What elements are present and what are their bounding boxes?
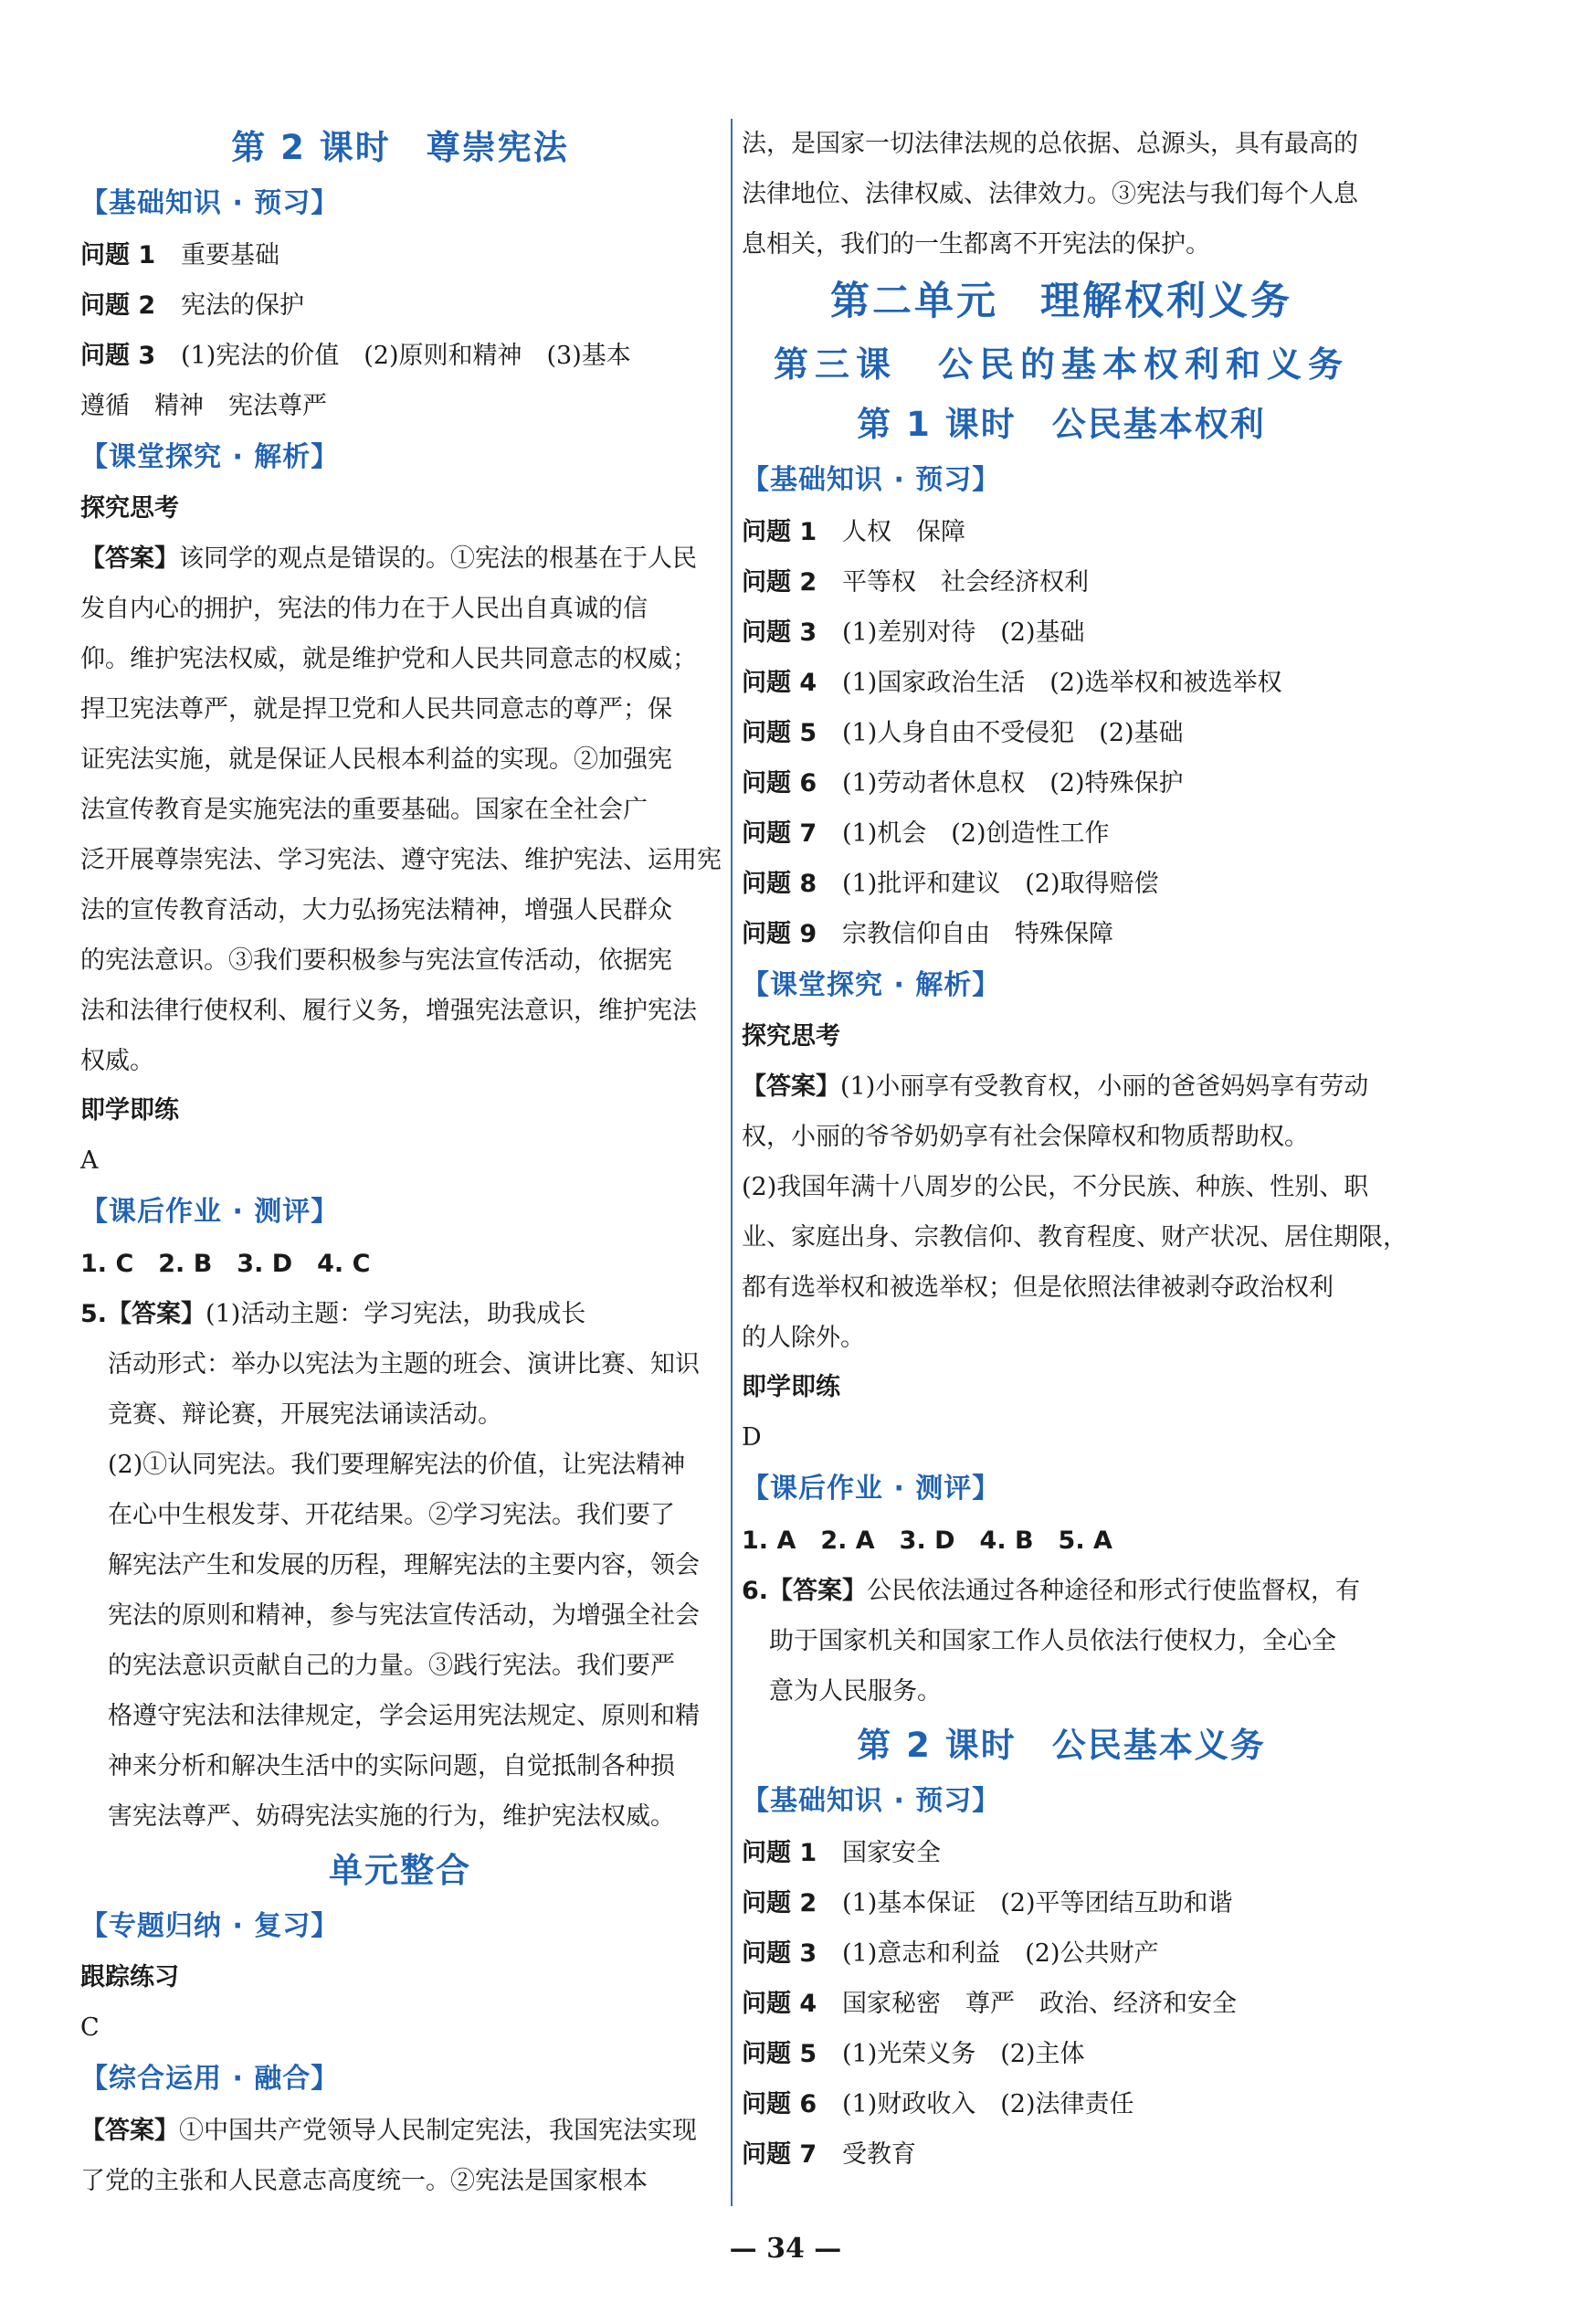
answer-line: 格遵守宪法和法律规定，学会运用宪法规定、原则和精 <box>108 1702 700 1730</box>
unit-summary-title: 单元整合 <box>329 1851 471 1890</box>
question-row <box>742 1828 1381 1878</box>
item-number: 6. <box>742 1577 769 1605</box>
answer-line: 捍卫宪法尊严，就是捍卫党和人民共同意志的尊严；保 <box>80 695 672 724</box>
answer-line: 的人除外。 <box>742 1324 865 1352</box>
column-divider <box>731 119 733 2206</box>
question-label: 问题 3 <box>742 1939 817 1968</box>
question-answer: (1)光荣义务 (2)主体 <box>842 2040 1085 2068</box>
answer-line: 了党的主张和人民意志高度统一。②宪法是国家根本 <box>80 2167 648 2195</box>
question-answer: 国家秘密 尊严 政治、经济和安全 <box>842 1990 1237 2018</box>
question-answer: 平等权 社会经济权利 <box>842 568 1089 597</box>
question-answer: (1)财政收入 (2)法律责任 <box>842 2090 1134 2118</box>
answer-line: 法和法律行使权利、履行义务，增强宪法意识，维护宪法 <box>80 997 697 1025</box>
answer-label: 【答案】 <box>80 544 179 573</box>
question-answer: (1)差别对待 (2)基础 <box>842 618 1085 647</box>
answer-line: (2)我国年满十八周岁的公民，不分民族、种族、性别、职 <box>742 1173 1369 1201</box>
answer-line: 害宪法尊严、妨碍宪法实施的行为，维护宪法权威。 <box>108 1802 675 1831</box>
question-row <box>742 2029 1381 2079</box>
lesson-title: 第 1 课时 公民基本权利 <box>857 405 1266 444</box>
question-row <box>742 758 1381 808</box>
question-label: 问题 4 <box>742 1990 817 2018</box>
answer-line: 法的宣传教育活动，大力弘扬宪法精神，增强人民群众 <box>80 896 672 924</box>
question-answer: 人权 保障 <box>842 518 965 546</box>
question-label: 问题 3 <box>742 618 817 647</box>
question-row <box>742 808 1381 859</box>
section-heading: 【综合运用 · 融合】 <box>80 2063 340 2095</box>
answer-line <box>80 533 720 584</box>
item-number: 5. <box>80 1300 108 1328</box>
question-label: 问题 2 <box>80 291 156 320</box>
question-row <box>80 280 720 331</box>
lesson-title: 第 2 课时 尊崇宪法 <box>231 128 569 167</box>
question-answer: (1)宪法的价值 (2)原则和精神 (3)基本 <box>181 342 631 370</box>
question-answer: (1)劳动者休息权 (2)特殊保护 <box>842 769 1184 798</box>
answer-line: 宪法的原则和精神，参与宪法宣传活动，为增强全社会 <box>108 1601 700 1630</box>
question-answer: 重要基础 <box>181 241 279 269</box>
question-label: 问题 5 <box>742 719 817 747</box>
question-label: 问题 9 <box>742 920 817 948</box>
answer-line: (2)①认同宪法。我们要理解宪法的价值，让宪法精神 <box>108 1451 686 1479</box>
subsection-title: 即学即练 <box>742 1373 840 1401</box>
question-label: 问题 7 <box>742 819 817 848</box>
question-row <box>742 557 1381 607</box>
question-answer: 受教育 <box>842 2140 916 2169</box>
practice-answer: C <box>80 2013 100 2042</box>
answer-text: (1)小丽享有受教育权，小丽的爸爸妈妈享有劳动 <box>840 1072 1369 1101</box>
answer-text: ①中国共产党领导人民制定宪法，我国宪法实现 <box>179 2117 697 2145</box>
question-row <box>742 1928 1381 1979</box>
question-answer: (1)机会 (2)创造性工作 <box>842 819 1110 848</box>
answer-label: 【答案】 <box>80 2117 179 2145</box>
question-row <box>742 1979 1381 2029</box>
answer-label: 【答案】 <box>107 1300 206 1328</box>
question-answer: (1)基本保证 (2)平等团结互助和谐 <box>842 1889 1233 1917</box>
answer-line: 在心中生根发芽、开花结果。②学习宪法。我们要了 <box>108 1501 675 1529</box>
question-row <box>80 230 720 280</box>
question-answer: (1)人身自由不受侵犯 (2)基础 <box>842 719 1184 747</box>
answer-line: 法宣传教育是实施宪法的重要基础。国家在全社会广 <box>80 796 648 824</box>
answer-text: 公民依法通过各种途径和形式行使监督权，有 <box>867 1577 1361 1605</box>
left-column <box>80 119 720 2206</box>
question-row <box>742 859 1381 909</box>
answer-line: 的宪法意识贡献自己的力量。③践行宪法。我们要严 <box>108 1652 675 1680</box>
question-answer: (1)国家政治生活 (2)选举权和被选举权 <box>842 669 1282 697</box>
answer-line: 法律地位、法律权威、法律效力。③宪法与我们每个人息 <box>742 180 1358 208</box>
question-row <box>742 909 1381 959</box>
practice-answer: A <box>80 1146 99 1175</box>
question-answer-continued: 遵循 精神 宪法尊严 <box>80 392 327 420</box>
question-label: 问题 3 <box>80 342 156 370</box>
answer-line <box>742 1062 1381 1112</box>
section-heading: 【专题归纳 · 复习】 <box>80 1910 340 1942</box>
answer-line: 业、家庭出身、宗教信仰、教育程度、财产状况、居住期限， <box>742 1223 1408 1252</box>
subsection-title: 探究思考 <box>742 1022 840 1051</box>
homework-answers: 1. C 2. B 3. D 4. C <box>80 1250 371 1278</box>
question-label: 问题 1 <box>742 1839 817 1867</box>
answer-label: 【答案】 <box>742 1072 840 1101</box>
answer-line: 证宪法实施，就是保证人民根本利益的实现。②加强宪 <box>80 745 672 774</box>
section-heading: 【基础知识 · 预习】 <box>80 187 340 219</box>
answer-line: 的宪法意识。③我们要积极参与宪法宣传活动，依据宪 <box>80 946 672 975</box>
answer-text: 该同学的观点是错误的。①宪法的根基在于人民 <box>179 544 697 573</box>
section-heading: 【课后作业 · 测评】 <box>80 1196 340 1228</box>
answer-text: (1)活动主题：学习宪法，助我成长 <box>206 1300 586 1328</box>
question-answer: 宪法的保护 <box>181 291 304 320</box>
question-label: 问题 2 <box>742 568 817 597</box>
question-label: 问题 1 <box>742 518 817 546</box>
question-row <box>742 708 1381 758</box>
question-answer: 国家安全 <box>842 1839 941 1867</box>
question-row <box>742 507 1381 557</box>
right-column <box>742 119 1408 2180</box>
question-label: 问题 6 <box>742 2090 817 2118</box>
subsection-title: 即学即练 <box>80 1096 179 1125</box>
question-label: 问题 7 <box>742 2140 817 2169</box>
question-label: 问题 5 <box>742 2040 817 2068</box>
subsection-title: 探究思考 <box>80 494 179 523</box>
question-label: 问题 6 <box>742 769 817 798</box>
homework-answers: 1. A 2. A 3. D 4. B 5. A <box>742 1526 1112 1555</box>
question-answer: (1)意志和利益 (2)公共财产 <box>842 1939 1159 1968</box>
question-row <box>742 2129 1381 2180</box>
question-row <box>742 658 1381 708</box>
answer-line <box>80 2106 720 2156</box>
answer-line: 发自内心的拥护，宪法的伟力在于人民出自真诚的信 <box>80 595 648 623</box>
question-row <box>742 1878 1381 1928</box>
answer-label: 【答案】 <box>768 1577 868 1605</box>
answer-line: 神来分析和解决生活中的实际问题，自觉抵制各种损 <box>108 1752 675 1780</box>
answer-line: 解宪法产生和发展的历程，理解宪法的主要内容，领会 <box>108 1551 700 1579</box>
page-number: — 34 — <box>729 2233 842 2265</box>
lesson-title: 第 2 课时 公民基本义务 <box>857 1726 1266 1765</box>
answer-line: 法，是国家一切法律法规的总依据、总源头，具有最高的 <box>742 130 1358 158</box>
question-label: 问题 4 <box>742 669 817 697</box>
section-heading: 【课堂探究 · 解析】 <box>80 441 340 473</box>
question-row <box>742 607 1381 658</box>
answer-line: 权威。 <box>80 1047 154 1075</box>
answer-line: 都有选举权和被选举权；但是依照法律被剥夺政治权利 <box>742 1273 1334 1302</box>
question-answer: 宗教信仰自由 特殊保障 <box>842 920 1113 948</box>
section-heading: 【课堂探究 · 解析】 <box>742 969 1001 1001</box>
question-row <box>742 2079 1381 2129</box>
section-heading: 【基础知识 · 预习】 <box>742 1785 1001 1817</box>
answer-line: 活动形式：举办以宪法为主题的班会、演讲比赛、知识 <box>108 1350 700 1379</box>
question-label: 问题 2 <box>742 1889 817 1917</box>
answer-line: 权，小丽的爷爷奶奶享有社会保障权和物质帮助权。 <box>742 1123 1309 1151</box>
question-label: 问题 8 <box>742 870 817 898</box>
answer-line: 泛开展尊崇宪法、学习宪法、遵守宪法、维护宪法、运用宪 <box>80 846 722 874</box>
question-answer: (1)批评和建议 (2)取得赔偿 <box>842 870 1159 898</box>
course-title: 第三课 公民的基本权利和义务 <box>773 343 1349 385</box>
question-label: 问题 1 <box>80 241 156 269</box>
answer-line: 助于国家机关和国家工作人员依法行使权力，全心全 <box>769 1627 1336 1655</box>
answer-line <box>742 1566 1381 1616</box>
practice-answer: D <box>742 1423 762 1452</box>
section-heading: 【基础知识 · 预习】 <box>742 464 1001 496</box>
answer-line <box>80 1289 720 1339</box>
answer-line: 仰。维护宪法权威，就是维护党和人民共同意志的权威； <box>80 645 697 673</box>
question-row <box>80 331 720 381</box>
answer-line: 息相关，我们的一生都离不开宪法的保护。 <box>742 230 1210 259</box>
unit-title: 第二单元 理解权利义务 <box>830 279 1292 324</box>
answer-line: 意为人民服务。 <box>769 1677 942 1706</box>
subsection-title: 跟踪练习 <box>80 1963 179 1991</box>
answer-line: 竞赛、辩论赛，开展宪法诵读活动。 <box>108 1400 502 1429</box>
section-heading: 【课后作业 · 测评】 <box>742 1473 1001 1505</box>
